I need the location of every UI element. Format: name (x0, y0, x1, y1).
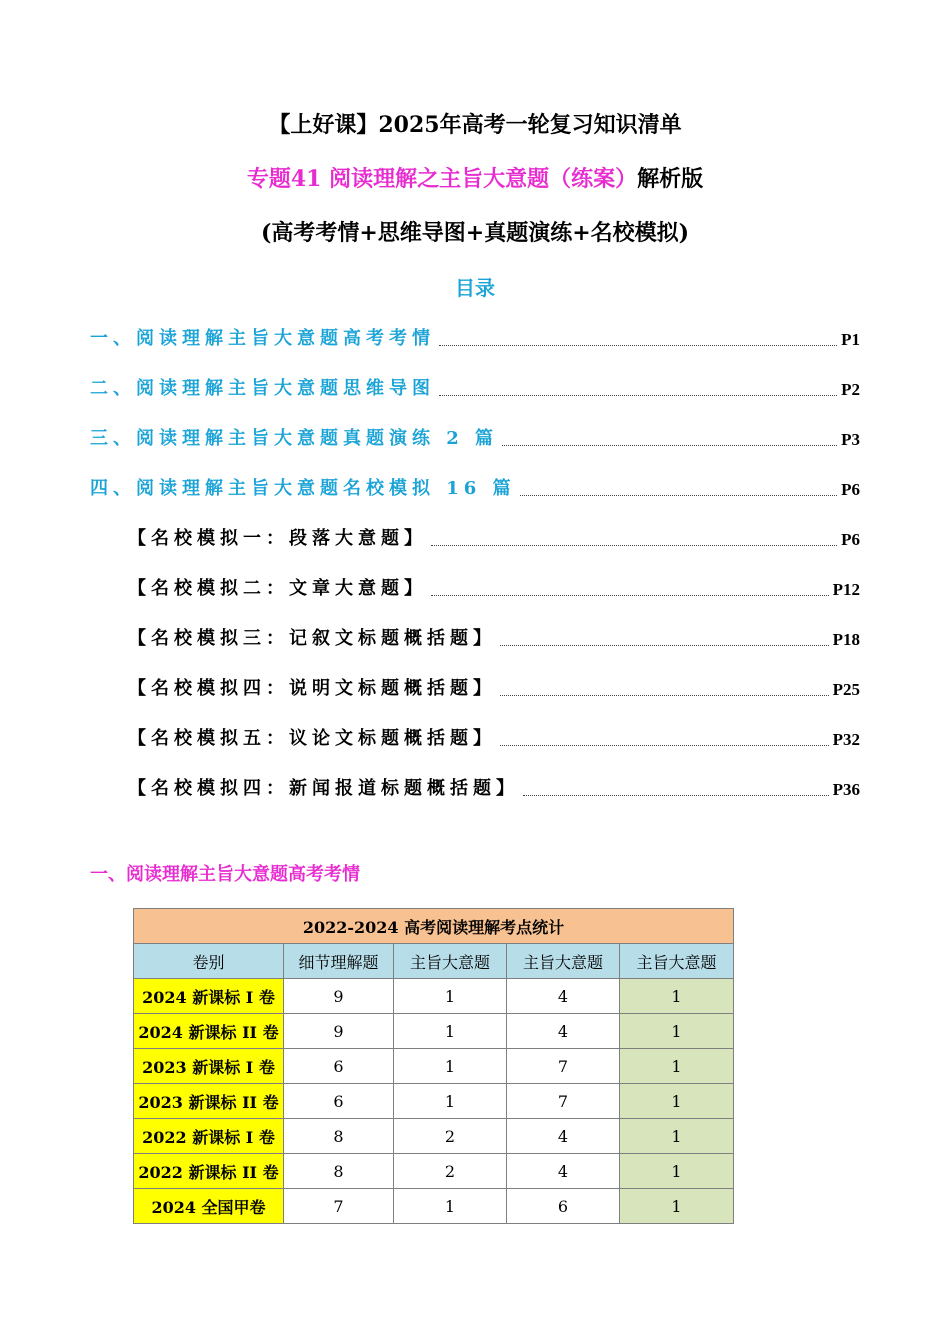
table-cell: 2024 新课标 I 卷 (134, 979, 284, 1014)
table-cell: 2 (394, 1154, 507, 1189)
toc-entry-page: P2 (841, 380, 860, 399)
table-cell: 2024 新课标 II 卷 (134, 1014, 284, 1049)
toc-entry-page: P36 (832, 780, 860, 799)
toc-leader (431, 545, 837, 546)
toc-entry-label: 四、阅读理解主旨大意题名校模拟 16 篇 (90, 478, 516, 499)
column-header: 主旨大意题 (507, 944, 620, 979)
toc-entry-1[interactable] (90, 322, 860, 352)
table-cell: 6 (507, 1189, 620, 1224)
toc-entry-page: P12 (832, 580, 860, 599)
table-caption: 2022-2024 高考阅读理解考点统计 (134, 909, 734, 944)
table-cell: 4 (507, 1154, 620, 1189)
toc-entry-page: P25 (832, 680, 860, 699)
table-row (134, 979, 734, 1014)
toc-subentry-1[interactable] (128, 522, 860, 552)
toc-entry-page: P6 (841, 480, 860, 499)
table-cell: 2 (394, 1119, 507, 1154)
toc-subentry-5[interactable] (128, 722, 860, 752)
table-caption-row (134, 909, 734, 944)
toc-leader (500, 745, 829, 746)
table-cell: 1 (394, 1084, 507, 1119)
table-cell: 1 (394, 979, 507, 1014)
column-header: 主旨大意题 (394, 944, 507, 979)
table-cell: 8 (284, 1119, 394, 1154)
toc-heading: 目录 (455, 276, 495, 300)
table-cell: 8 (284, 1154, 394, 1189)
table-cell: 4 (507, 979, 620, 1014)
subtitle-suffix: 解析版 (637, 166, 704, 192)
toc-entry-label: 二、阅读理解主旨大意题思维导图 (90, 378, 435, 399)
toc-leader (500, 645, 829, 646)
column-header: 卷别 (134, 944, 284, 979)
table-cell: 9 (284, 979, 394, 1014)
toc-subentry-4[interactable] (128, 672, 860, 702)
toc-leader (439, 345, 837, 346)
table-cell: 7 (284, 1189, 394, 1224)
toc-entry-label: 【名校模拟四：说明文标题概括题】 (128, 678, 496, 699)
document-subtitle-2: (高考考情+思维导图+真题演练+名校模拟) (260, 220, 690, 246)
table-cell: 2023 新课标 II 卷 (134, 1084, 284, 1119)
table-cell: 9 (284, 1014, 394, 1049)
table-cell: 7 (507, 1084, 620, 1119)
table-row (134, 1084, 734, 1119)
table-cell: 6 (284, 1049, 394, 1084)
toc-entry-label: 三、阅读理解主旨大意题真题演练 2 篇 (90, 428, 499, 449)
toc-entry-2[interactable] (90, 372, 860, 402)
table-cell: 1 (620, 1084, 734, 1119)
toc-subentry-6[interactable] (128, 772, 860, 802)
table-row (134, 1154, 734, 1189)
column-header: 细节理解题 (284, 944, 394, 979)
column-header: 主旨大意题 (620, 944, 734, 979)
document-title: 【上好课】2025年高考一轮复习知识清单 (268, 112, 682, 138)
table-cell: 1 (394, 1049, 507, 1084)
toc-subentry-2[interactable] (128, 572, 860, 602)
table-header-row (134, 944, 734, 979)
table-cell: 2022 新课标 II 卷 (134, 1154, 284, 1189)
table-cell: 2022 新课标 I 卷 (134, 1119, 284, 1154)
subtitle-main: 专题41 阅读理解之主旨大意题（练案） (246, 166, 638, 192)
stats-table (133, 908, 734, 1224)
table-cell: 6 (284, 1084, 394, 1119)
toc-entry-4[interactable] (90, 472, 860, 502)
toc-entry-label: 【名校模拟一：段落大意题】 (128, 528, 427, 549)
toc-leader (523, 795, 829, 796)
toc-entry-3[interactable] (90, 422, 860, 452)
table-cell: 1 (394, 1014, 507, 1049)
table-cell: 1 (394, 1189, 507, 1224)
toc-entry-page: P3 (841, 430, 860, 449)
toc-leader (500, 695, 829, 696)
table-cell: 2023 新课标 I 卷 (134, 1049, 284, 1084)
table-cell: 2024 全国甲卷 (134, 1189, 284, 1224)
table-row (134, 1119, 734, 1154)
toc-leader (520, 495, 838, 496)
table-cell: 1 (620, 1119, 734, 1154)
toc-entry-label: 【名校模拟四：新闻报道标题概括题】 (128, 778, 519, 799)
table-cell: 7 (507, 1049, 620, 1084)
table-cell: 1 (620, 1189, 734, 1224)
toc-leader (431, 595, 829, 596)
section-heading: 一、阅读理解主旨大意题高考考情 (90, 864, 360, 885)
toc-leader (439, 395, 837, 396)
table-cell: 1 (620, 1154, 734, 1189)
toc-leader (502, 445, 837, 446)
toc-subentry-3[interactable] (128, 622, 860, 652)
table-cell: 1 (620, 979, 734, 1014)
table-row (134, 1189, 734, 1224)
toc-entry-page: P1 (841, 330, 860, 349)
toc-entry-label: 【名校模拟五：议论文标题概括题】 (128, 728, 496, 749)
table-row (134, 1049, 734, 1084)
toc-entry-label: 【名校模拟二：文章大意题】 (128, 578, 427, 599)
toc-entry-page: P18 (832, 630, 860, 649)
toc-entry-page: P6 (841, 530, 860, 549)
table-row (134, 1014, 734, 1049)
document-subtitle (0, 162, 950, 193)
table-cell: 4 (507, 1119, 620, 1154)
table-cell: 1 (620, 1014, 734, 1049)
toc-entry-page: P32 (832, 730, 860, 749)
table-cell: 1 (620, 1049, 734, 1084)
toc-entry-label: 一、阅读理解主旨大意题高考考情 (90, 328, 435, 349)
toc-entry-label: 【名校模拟三：记叙文标题概括题】 (128, 628, 496, 649)
table-cell: 4 (507, 1014, 620, 1049)
